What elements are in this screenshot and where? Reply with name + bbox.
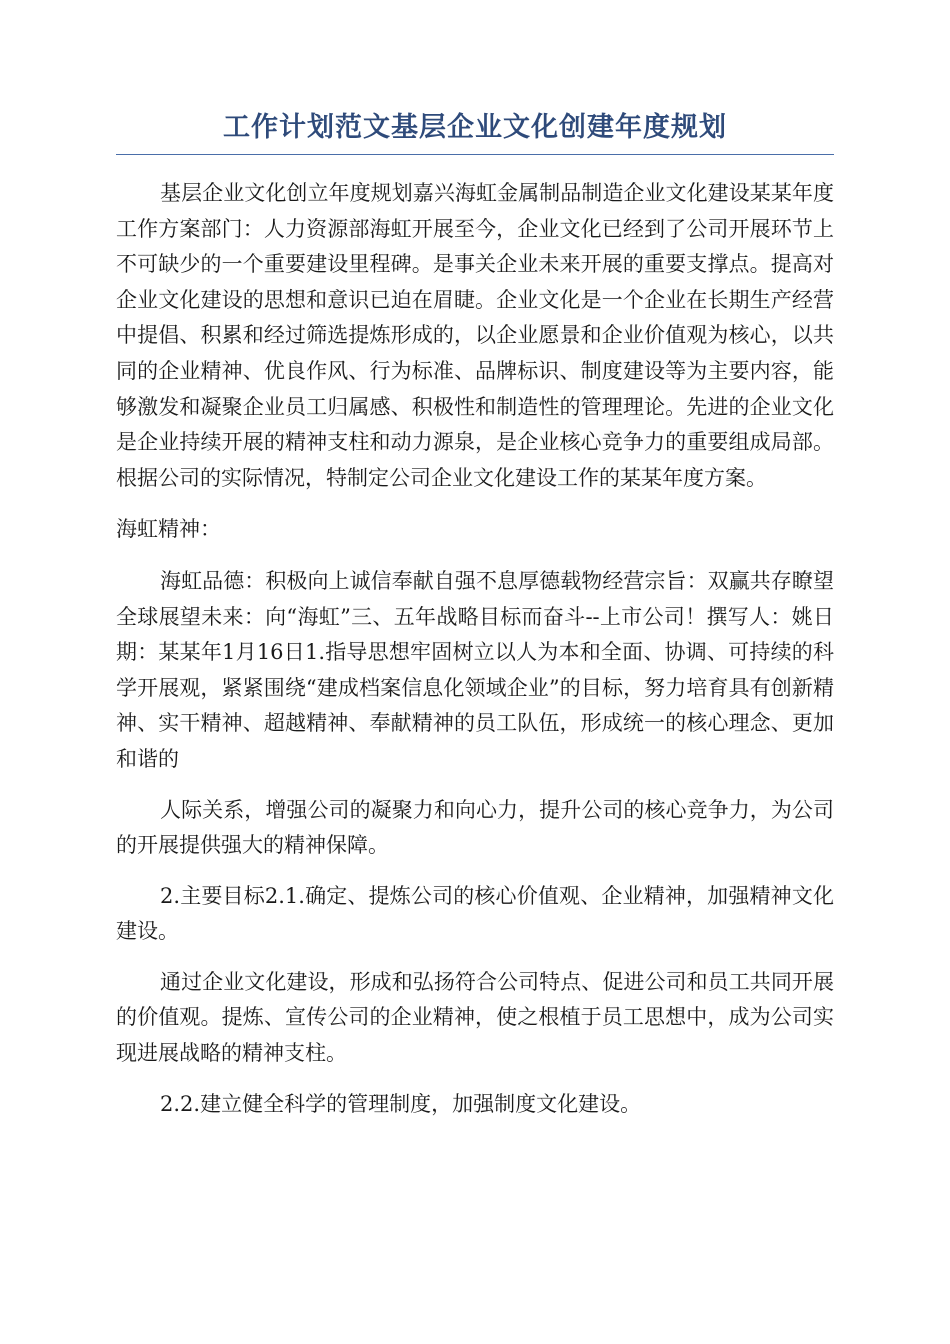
- paragraph-goals: 2.主要目标2.1.确定、提炼公司的核心价值观、企业精神，加强精神文化建设。: [116, 883, 834, 944]
- paragraph-management: 2.2.建立健全科学的管理制度，加强制度文化建设。: [160, 1091, 642, 1116]
- document-title: 工作计划范文基层企业文化创建年度规划: [116, 108, 834, 155]
- paragraph-relations: 人际关系，增强公司的凝聚力和向心力，提升公司的核心竞争力，为公司的开展提供强大的精神保障。: [116, 797, 834, 858]
- paragraph-spirit-heading: 海虹精神：: [116, 517, 221, 542]
- paragraph-intro: 基层企业文化创立年度规划嘉兴海虹金属制品制造企业文化建设某某年度工作方案部门：人力资源部海虹开展至今，企业文化已经到了公司开展环节上不可缺少的一个重要建设里程碑。是事关企业未来开展的重要支撑点。提高对企业文化建设的思想和意识已迫在眉睫。企业文化是一个企业在长期生产经营中提倡、积累和经过筛选提炼形成的，以企业愿景和企业价值观为核心，以共同的企业精神、优良作风、行为标准、品牌标识、制度建设等为主要内容，能够激发和凝聚企业员工归属感、积极性和制造性的管理理论。先进的企业文化是企业持续开展的精神支柱和动力源泉，是企业核心竞争力的重要组成局部。根据公司的实际情况，特制定公司企业文化建设工作的某某年度方案。: [116, 181, 834, 490]
- paragraph-virtue: 海虹品德：积极向上诚信奉献自强不息厚德载物经营宗旨：双赢共存瞭望全球展望未来：向“海虹”三、五年战略目标而奋斗--上市公司！撰写人：姚日期：某某年1月16日1.指导思想牢固树立以人为本和全面、协调、可持续的科学开展观，紧紧围绕“建成档案信息化领域企业”的目标，努力培育具有创新精神、实干精神、超越精神、奉献精神的员工队伍，形成统一的核心理念、更加和谐的: [116, 568, 834, 771]
- paragraph-values: 通过企业文化建设，形成和弘扬符合公司特点、促进公司和员工共同开展的价值观。提炼、宣传公司的企业精神，使之根植于员工思想中，成为公司实现进展战略的精神支柱。: [116, 969, 834, 1066]
- document-page: [116, 108, 834, 1122]
